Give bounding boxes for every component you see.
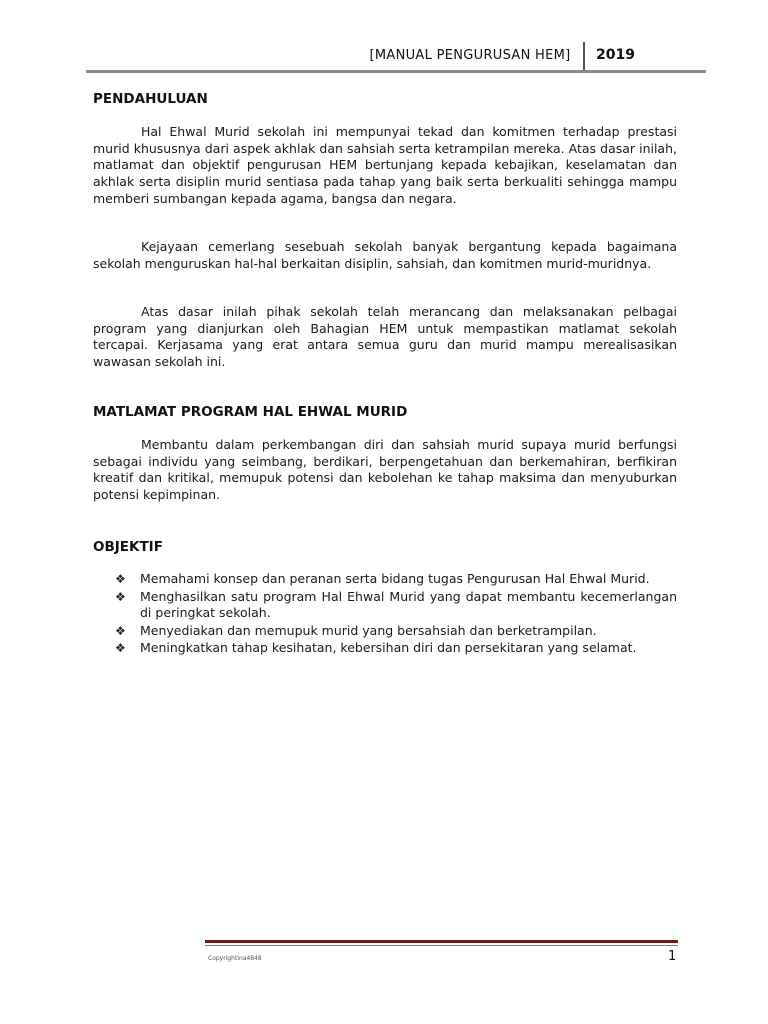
section-heading-objektif: OBJEKTIF <box>93 539 163 555</box>
diamond-bullet-icon: ❖ <box>115 589 126 604</box>
objektif-item-text: Menyediakan dan memupuk murid yang bersahsiah dan berketrampilan. <box>140 622 597 638</box>
header-rule <box>86 70 706 73</box>
header-separator <box>583 42 585 72</box>
footer-rule-thin <box>205 945 678 946</box>
header-year: 2019 <box>596 47 635 63</box>
pendahuluan-paragraph-1: Hal Ehwal Murid sekolah ini mempunyai tekad dan komitmen terhadap prestasi murid khususnya dari aspek akhlak dan sahsiah serta ketrampilan mereka. Atas dasar inilah, matlamat dan objektif pengurusan HEM bertunjang kepada kebajikan, keselamatan dan akhlak serta disiplin murid sentiasa pada tahap yang baik serta berkualiti sehingga mampu memberi sumbangan kepada agama, bangsa dan negara. <box>93 124 677 206</box>
footer-copyright: Copyrightina4848 <box>208 955 262 962</box>
section-heading-pendahuluan: PENDAHULUAN <box>93 91 208 107</box>
header-title: [MANUAL PENGURUSAN HEM] <box>369 48 571 63</box>
diamond-bullet-icon: ❖ <box>115 623 126 638</box>
objektif-item <box>115 571 677 588</box>
matlamat-paragraph: Membantu dalam perkembangan diri dan sahsiah murid supaya murid berfungsi sebagai individu yang seimbang, berdikari, berpengetahuan dan berkemahiran, berfikiran kreatif dan kritikal, memupuk potensi dan kebolehan ke tahap maksima dan menyuburkan potensi kepimpinan. <box>93 437 677 503</box>
objektif-item-text: Meningkatkan tahap kesihatan, kebersihan diri dan persekitaran yang selamat. <box>140 640 637 655</box>
objektif-item-text: Menghasilkan satu program Hal Ehwal Murid yang dapat membantu kecemerlangan di peringkat sekolah. <box>140 588 677 620</box>
diamond-bullet-icon: ❖ <box>115 641 126 655</box>
section-heading-matlamat: MATLAMAT PROGRAM HAL EHWAL MURID <box>93 404 408 420</box>
objektif-item <box>115 589 677 622</box>
page-number: 1 <box>668 949 677 964</box>
objektif-list <box>115 571 677 658</box>
objektif-item <box>115 623 677 640</box>
footer-rule <box>205 940 678 943</box>
objektif-item <box>115 640 677 657</box>
objektif-item-text: Memahami konsep dan peranan serta bidang tugas Pengurusan Hal Ehwal Murid. <box>140 571 650 586</box>
pendahuluan-paragraph-2: Kejayaan cemerlang sesebuah sekolah banyak bergantung kepada bagaimana sekolah menguruskan hal-hal berkaitan disiplin, sahsiah, dan komitmen murid-muridnya. <box>93 239 677 271</box>
diamond-bullet-icon: ❖ <box>115 572 126 586</box>
pendahuluan-paragraph-3: Atas dasar inilah pihak sekolah telah merancang dan melaksanakan pelbagai program yang dianjurkan oleh Bahagian HEM untuk mempastikan matlamat sekolah tercapai. Kerjasama yang erat antara semua guru dan murid mampu merealisasikan wawasan sekolah ini. <box>93 304 677 370</box>
